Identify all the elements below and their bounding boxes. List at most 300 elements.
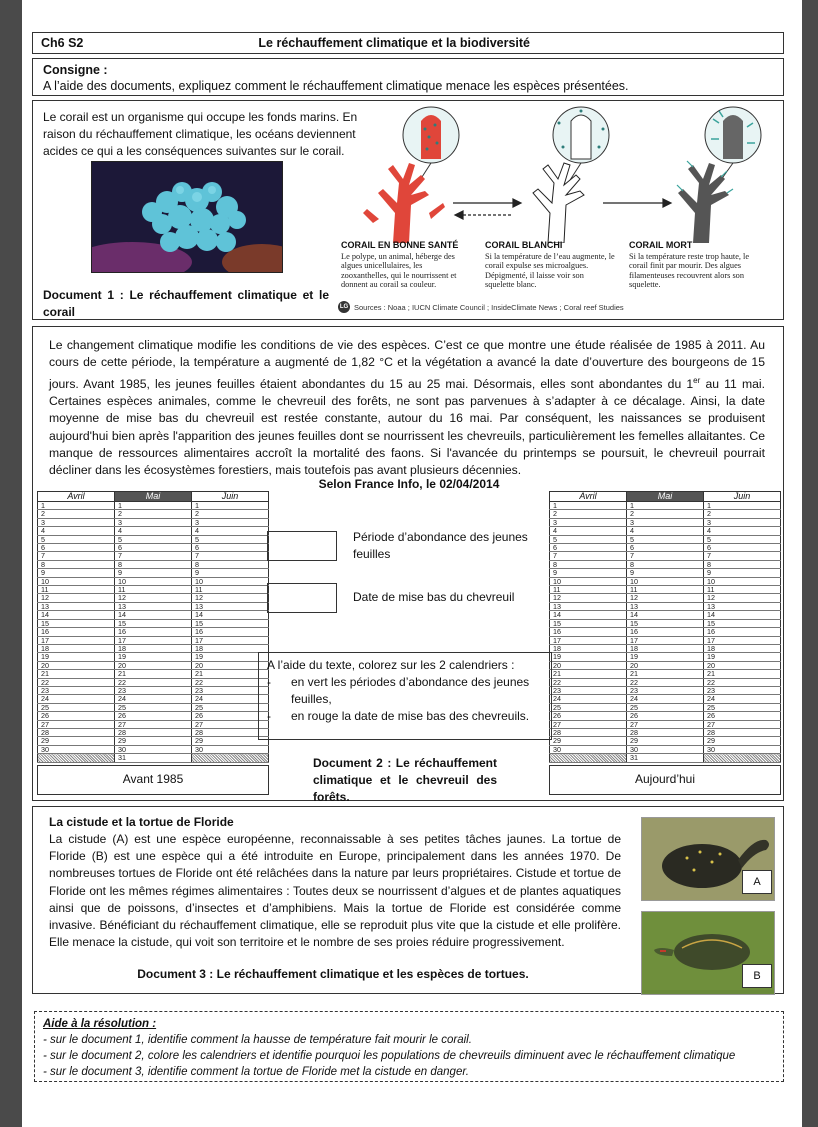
calendar-row[interactable]: [550, 720, 781, 728]
calendar-day-cell[interactable]: 17: [115, 636, 192, 644]
calendar-day-cell[interactable]: 17: [627, 636, 704, 644]
calendar-day-cell[interactable]: 13: [115, 602, 192, 610]
calendar-row[interactable]: [38, 695, 269, 703]
calendar-day-cell[interactable]: 20: [115, 661, 192, 669]
calendar-row[interactable]: [38, 636, 269, 644]
calendar-day-cell[interactable]: 28: [38, 728, 115, 736]
calendar-day-cell[interactable]: 1: [704, 502, 781, 510]
calendar-day-cell[interactable]: 20: [704, 661, 781, 669]
calendar-row[interactable]: [38, 569, 269, 577]
calendar-row[interactable]: [550, 644, 781, 652]
calendar-day-cell[interactable]: 10: [704, 577, 781, 585]
consigne-label: Consigne :: [43, 63, 108, 77]
chapter-label: Ch6 S2: [41, 36, 84, 50]
stage-bleached-name: CORAIL BLANCHI: [485, 240, 563, 250]
calendar-day-cell[interactable]: 26: [627, 712, 704, 720]
calendar-day-cell[interactable]: 15: [115, 619, 192, 627]
calendar-day-cell[interactable]: 2: [627, 510, 704, 518]
calendar-day-cell[interactable]: 9: [38, 569, 115, 577]
calendar-day-cell[interactable]: 20: [192, 661, 269, 669]
calendar-day-cell[interactable]: [192, 754, 269, 762]
calendar-day-cell[interactable]: 7: [627, 552, 704, 560]
calendar-day-cell[interactable]: 8: [550, 560, 627, 568]
instruction-text: en vert les périodes d’abondance des jeunes feuilles,: [291, 675, 530, 706]
calendar-day-cell[interactable]: 16: [115, 628, 192, 636]
calendar-day-cell[interactable]: 8: [115, 560, 192, 568]
calendar-day-cell[interactable]: 2: [550, 510, 627, 518]
calendar-row[interactable]: [550, 510, 781, 518]
calendar-row[interactable]: [550, 628, 781, 636]
calendar-row[interactable]: [550, 670, 781, 678]
calendar-row[interactable]: [38, 619, 269, 627]
calendar-day-cell[interactable]: 16: [192, 628, 269, 636]
calendar-day-cell[interactable]: 5: [704, 535, 781, 543]
calendar-row[interactable]: [550, 661, 781, 669]
month-header: Avril: [38, 492, 115, 502]
calendar-day-cell[interactable]: 23: [704, 686, 781, 694]
calendar-day-cell[interactable]: 21: [627, 670, 704, 678]
doc1-sources-text: Sources : Noaa ; IUCN Climate Council ; InsideClimate News ; Coral reef Studies: [354, 302, 624, 312]
stage-healthy-name: CORAIL EN BONNE SANTÉ: [341, 240, 459, 250]
calendar-row[interactable]: [38, 737, 269, 745]
help-title: Aide à la résolution :: [43, 1018, 157, 1030]
calendar-day-cell[interactable]: 4: [627, 527, 704, 535]
calendar-day-cell[interactable]: 19: [627, 653, 704, 661]
calendar-day-cell[interactable]: 21: [550, 670, 627, 678]
calendar-day-cell[interactable]: 4: [38, 527, 115, 535]
document-1: [32, 100, 784, 320]
help-item: - sur le document 3, identifie comment la tortue de Floride met la cistude en danger.: [43, 1066, 469, 1078]
calendar-day-cell[interactable]: 13: [704, 602, 781, 610]
calendar-row[interactable]: [38, 661, 269, 669]
calendar-day-cell[interactable]: 18: [38, 644, 115, 652]
month-header: Juin: [192, 492, 269, 502]
calendar-row[interactable]: [550, 586, 781, 594]
calendar-row[interactable]: [550, 527, 781, 535]
calendar-day-cell[interactable]: 24: [550, 695, 627, 703]
calendar-day-cell[interactable]: 1: [627, 502, 704, 510]
doc2-source: Selon France Info, le 02/04/2014: [318, 477, 500, 491]
calendar-day-cell[interactable]: 20: [38, 661, 115, 669]
calendar-day-cell[interactable]: 12: [115, 594, 192, 602]
calendar-day-cell[interactable]: 31: [627, 754, 704, 762]
calendar-day-cell[interactable]: 22: [38, 678, 115, 686]
calendar-day-cell[interactable]: 23: [192, 686, 269, 694]
calendar-day-cell[interactable]: 4: [192, 527, 269, 535]
calendar-row[interactable]: [38, 594, 269, 602]
calendar-day-cell[interactable]: 16: [38, 628, 115, 636]
calendar-day-cell[interactable]: 17: [38, 636, 115, 644]
calendar-day-cell[interactable]: 11: [704, 586, 781, 594]
calendar-day-cell[interactable]: 18: [550, 644, 627, 652]
calendar-row[interactable]: [550, 502, 781, 510]
calendar-day-cell[interactable]: 12: [704, 594, 781, 602]
calendar-day-cell[interactable]: 29: [627, 737, 704, 745]
calendar-day-cell[interactable]: 27: [192, 720, 269, 728]
calendar-day-cell[interactable]: 8: [627, 560, 704, 568]
calendar-day-cell[interactable]: 11: [192, 586, 269, 594]
calendar-row[interactable]: [38, 628, 269, 636]
coral-photo-illustration: [92, 162, 283, 273]
calendar-day-cell[interactable]: 29: [192, 737, 269, 745]
calendar-row[interactable]: [38, 678, 269, 686]
calendar-day-cell[interactable]: 21: [704, 670, 781, 678]
calendar-day-cell[interactable]: 4: [550, 527, 627, 535]
calendar-day-cell[interactable]: 24: [38, 695, 115, 703]
month-header: Juin: [704, 492, 781, 502]
calendar-day-cell[interactable]: 25: [550, 703, 627, 711]
calendar-day-cell[interactable]: 30: [115, 745, 192, 753]
calendar-day-cell[interactable]: 16: [627, 628, 704, 636]
calendar-day-cell[interactable]: 10: [115, 577, 192, 585]
calendar-day-cell[interactable]: 11: [627, 586, 704, 594]
calendar-day-cell[interactable]: 9: [627, 569, 704, 577]
calendar-row[interactable]: [550, 535, 781, 543]
stage-healthy-text: Le polype, un animal, héberge des algues unicellulaires, les zooxanthelles, qui le nourrissent et donnent au corail sa couleur.: [341, 251, 457, 289]
calendar-day-cell[interactable]: 10: [627, 577, 704, 585]
calendar-row[interactable]: [38, 653, 269, 661]
calendar-row[interactable]: [550, 569, 781, 577]
calendar-row[interactable]: [550, 577, 781, 585]
calendar-day-cell[interactable]: 6: [704, 544, 781, 552]
calendar-row[interactable]: [38, 518, 269, 526]
calendar-day-cell[interactable]: 14: [192, 611, 269, 619]
calendar-day-cell[interactable]: 13: [627, 602, 704, 610]
calendar-day-cell[interactable]: 7: [550, 552, 627, 560]
calendar-row[interactable]: [38, 510, 269, 518]
calendar-row[interactable]: [550, 653, 781, 661]
calendar-day-cell[interactable]: 14: [550, 611, 627, 619]
calendar-day-cell[interactable]: 3: [550, 518, 627, 526]
calendar-day-cell[interactable]: 2: [192, 510, 269, 518]
calendar-day-cell[interactable]: 1: [38, 502, 115, 510]
calendar-today-table[interactable]: [549, 491, 781, 763]
calendar-row[interactable]: [550, 636, 781, 644]
calendar-day-cell[interactable]: 16: [550, 628, 627, 636]
consigne-text: A l’aide des documents, expliquez comment le réchauffement climatique menace les espèces présentées.: [43, 79, 629, 93]
calendar-row[interactable]: [38, 712, 269, 720]
calendar-day-cell[interactable]: [550, 754, 627, 762]
calendar-day-cell[interactable]: 1: [192, 502, 269, 510]
calendar-day-cell[interactable]: 6: [550, 544, 627, 552]
calendar-day-cell[interactable]: 7: [115, 552, 192, 560]
calendar-day-cell[interactable]: 27: [627, 720, 704, 728]
calendar-day-cell[interactable]: 11: [38, 586, 115, 594]
calendar-row[interactable]: [38, 728, 269, 736]
calendar-day-cell[interactable]: 22: [115, 678, 192, 686]
consigne-box: [32, 58, 784, 96]
calendar-day-cell[interactable]: 10: [38, 577, 115, 585]
calendar-day-cell[interactable]: 12: [38, 594, 115, 602]
calendar-day-cell[interactable]: 6: [192, 544, 269, 552]
calendar-day-cell[interactable]: 21: [115, 670, 192, 678]
help-item: - sur le document 2, colore les calendriers et identifie pourquoi les populations de chevreuils diminuent avec le réchauffement climatique: [43, 1050, 736, 1062]
calendar-day-cell[interactable]: 30: [704, 745, 781, 753]
calendar-day-cell[interactable]: 10: [550, 577, 627, 585]
calendar-row[interactable]: [550, 686, 781, 694]
calendar-day-cell[interactable]: 5: [115, 535, 192, 543]
arrow-healthy-to-bleached: [453, 199, 521, 219]
doc2-paragraph-part-b: au 11 mai. Certaines espèces animales, comme le chevreuil des forêts, ne sont pas parvenues à s’adapter à ce décalage. Ainsi, la date moyenne de mise bas du chevreuil est restée constante, autour du 16 mai. Par conséquent, les naissances se produisent aujourd'hui bien après l'apparition des jeunes feuilles dont se nourrissent les chevreuils, particulièrement les femelles allaitantes. Ce manque de ressources alimentaires accroît la mortalité des faons. Si l'avancée du printemps se poursuit, le chevreuil pourrait décliner dans les écosystèmes forestiers, mais toutefois pas avant plusieurs décennies.: [49, 376, 765, 478]
calendar-day-cell[interactable]: 3: [38, 518, 115, 526]
calendar-day-cell[interactable]: 28: [192, 728, 269, 736]
calendar-day-cell[interactable]: 5: [38, 535, 115, 543]
calendar-day-cell[interactable]: 19: [115, 653, 192, 661]
calendar-row[interactable]: [38, 577, 269, 585]
calendar-day-cell[interactable]: 10: [192, 577, 269, 585]
calendar-day-cell[interactable]: 31: [115, 754, 192, 762]
calendar-day-cell[interactable]: 6: [38, 544, 115, 552]
calendar-day-cell[interactable]: 22: [627, 678, 704, 686]
calendar-day-cell[interactable]: 26: [550, 712, 627, 720]
header-bar: [32, 32, 784, 54]
calendar-row[interactable]: [550, 703, 781, 711]
calendar-row[interactable]: [38, 703, 269, 711]
calendar-day-cell[interactable]: [38, 754, 115, 762]
calendar-day-cell[interactable]: 4: [704, 527, 781, 535]
calendar-row[interactable]: [38, 560, 269, 568]
calendar-row[interactable]: [550, 728, 781, 736]
month-header: Mai: [627, 492, 704, 502]
calendar-row[interactable]: [38, 754, 269, 762]
calendar-day-cell[interactable]: 22: [192, 678, 269, 686]
calendar-day-cell[interactable]: 5: [192, 535, 269, 543]
calendar-day-cell[interactable]: 8: [704, 560, 781, 568]
calendar-row[interactable]: [38, 552, 269, 560]
calendar-day-cell[interactable]: 12: [550, 594, 627, 602]
zoom-circle-healthy: [403, 107, 459, 191]
calendar-day-cell[interactable]: 12: [627, 594, 704, 602]
calendar-day-cell[interactable]: 15: [192, 619, 269, 627]
calendar-row[interactable]: [38, 544, 269, 552]
coral-photo: [91, 161, 283, 273]
calendar-row[interactable]: [38, 686, 269, 694]
stage-healthy: [341, 241, 471, 290]
calendar-day-cell[interactable]: 1: [550, 502, 627, 510]
calendar-day-cell[interactable]: 29: [38, 737, 115, 745]
calendar-day-cell[interactable]: 21: [38, 670, 115, 678]
calendar-day-cell[interactable]: 25: [38, 703, 115, 711]
coral-bleached-shape: [533, 163, 584, 243]
calendar-row[interactable]: [38, 527, 269, 535]
calendar-day-cell[interactable]: 19: [550, 653, 627, 661]
calendar-row[interactable]: [550, 518, 781, 526]
calendar-day-cell[interactable]: 25: [115, 703, 192, 711]
calendar-day-cell[interactable]: 12: [192, 594, 269, 602]
calendar-day-cell[interactable]: 4: [115, 527, 192, 535]
calendar-before-label: Avant 1985: [37, 765, 269, 795]
calendar-day-cell[interactable]: 28: [704, 728, 781, 736]
calendar-day-cell[interactable]: 19: [192, 653, 269, 661]
calendar-day-cell[interactable]: 29: [115, 737, 192, 745]
calendar-row[interactable]: [550, 737, 781, 745]
calendar-day-cell[interactable]: 22: [550, 678, 627, 686]
calendar-day-cell[interactable]: 13: [550, 602, 627, 610]
legend-swatch-leaves[interactable]: [267, 531, 337, 561]
calendar-day-cell[interactable]: 18: [704, 644, 781, 652]
calendar-row[interactable]: [550, 745, 781, 753]
calendar-day-cell[interactable]: 18: [192, 644, 269, 652]
calendar-day-cell[interactable]: 2: [115, 510, 192, 518]
calendar-day-cell[interactable]: 21: [192, 670, 269, 678]
calendar-day-cell[interactable]: 28: [627, 728, 704, 736]
photo-tortue-floride: [641, 911, 775, 995]
calendar-day-cell[interactable]: 30: [38, 745, 115, 753]
calendar-row[interactable]: [38, 745, 269, 753]
calendar-day-cell[interactable]: 15: [550, 619, 627, 627]
calendar-day-cell[interactable]: 19: [38, 653, 115, 661]
calendar-day-cell[interactable]: 3: [115, 518, 192, 526]
coral-healthy-shape: [363, 163, 445, 243]
doc2-paragraph-sup: er: [693, 375, 701, 385]
calendar-row[interactable]: [550, 552, 781, 560]
calendar-day-cell[interactable]: 26: [115, 712, 192, 720]
calendar-day-cell[interactable]: 17: [550, 636, 627, 644]
calendar-day-cell[interactable]: 24: [704, 695, 781, 703]
calendar-day-cell[interactable]: 18: [627, 644, 704, 652]
calendar-day-cell[interactable]: [704, 754, 781, 762]
doc2-paragraph: [49, 337, 765, 479]
calendar-day-cell[interactable]: 23: [627, 686, 704, 694]
calendar-row[interactable]: [550, 611, 781, 619]
calendar-day-cell[interactable]: 25: [192, 703, 269, 711]
calendar-day-cell[interactable]: 13: [38, 602, 115, 610]
calendar-today[interactable]: [549, 491, 781, 795]
calendar-day-cell[interactable]: 9: [550, 569, 627, 577]
calendar-day-cell[interactable]: 11: [115, 586, 192, 594]
calendar-day-cell[interactable]: 1: [115, 502, 192, 510]
calendar-row[interactable]: [38, 602, 269, 610]
calendar-row[interactable]: [550, 712, 781, 720]
calendar-day-cell[interactable]: 17: [704, 636, 781, 644]
calendar-row[interactable]: [550, 594, 781, 602]
calendar-row[interactable]: [550, 619, 781, 627]
calendar-day-cell[interactable]: 20: [550, 661, 627, 669]
calendar-row[interactable]: [38, 644, 269, 652]
calendar-row[interactable]: [38, 502, 269, 510]
calendar-day-cell[interactable]: 7: [38, 552, 115, 560]
calendar-day-cell[interactable]: 15: [627, 619, 704, 627]
calendar-day-cell[interactable]: 14: [38, 611, 115, 619]
doc2-caption: Document 2 : Le réchauffement climatique et le chevreuil des forêts.: [313, 756, 497, 804]
calendar-day-cell[interactable]: 26: [704, 712, 781, 720]
calendar-day-cell[interactable]: 28: [115, 728, 192, 736]
label-a: A: [742, 870, 772, 894]
calendar-before-1985[interactable]: [37, 491, 269, 795]
calendar-row[interactable]: [38, 670, 269, 678]
calendar-row[interactable]: [38, 611, 269, 619]
page-title: Le réchauffement climatique et la biodiversité: [258, 36, 530, 50]
calendar-row[interactable]: [38, 586, 269, 594]
calendar-day-cell[interactable]: 7: [704, 552, 781, 560]
calendar-day-cell[interactable]: 23: [115, 686, 192, 694]
calendar-day-cell[interactable]: 3: [704, 518, 781, 526]
worksheet-page: [22, 0, 802, 1127]
doc3-caption: Document 3 : Le réchauffement climatique et les espèces de tortues.: [137, 967, 529, 981]
coral-stages-diagram: [333, 103, 773, 243]
document-3: [32, 806, 784, 994]
doc1-caption: Document 1 : Le réchauffement climatique et le corail: [43, 288, 329, 319]
calendar-row[interactable]: [550, 544, 781, 552]
calendar-day-cell[interactable]: 19: [704, 653, 781, 661]
calendar-day-cell[interactable]: 7: [192, 552, 269, 560]
calendar-day-cell[interactable]: 23: [38, 686, 115, 694]
calendar-day-cell[interactable]: 3: [627, 518, 704, 526]
calendar-day-cell[interactable]: 11: [550, 586, 627, 594]
calendar-day-cell[interactable]: 26: [38, 712, 115, 720]
calendar-row[interactable]: [550, 602, 781, 610]
calendar-day-cell[interactable]: 14: [704, 611, 781, 619]
calendar-row[interactable]: [550, 560, 781, 568]
calendar-day-cell[interactable]: 9: [704, 569, 781, 577]
calendar-day-cell[interactable]: 16: [704, 628, 781, 636]
calendar-day-cell[interactable]: 18: [115, 644, 192, 652]
calendar-day-cell[interactable]: 14: [627, 611, 704, 619]
doc2-paragraph-part-a: Le changement climatique modifie les conditions de vie des espèces. C’est ce que montre une étude réalisée de 1985 à 2011. Au cours de cette période, la température a augmenté de 1,82 °C et la végétation a avancé la date d’ouverture des bourgeons de 15 jours. Avant 1985, les jeunes feuilles étaient abondantes du 15 au 25 mai. Désormais, elles sont abondantes du 1: [49, 338, 765, 391]
calendar-day-cell[interactable]: 2: [704, 510, 781, 518]
calendar-day-cell[interactable]: 30: [192, 745, 269, 753]
calendar-day-cell[interactable]: 15: [704, 619, 781, 627]
calendar-day-cell[interactable]: 24: [627, 695, 704, 703]
calendar-day-cell[interactable]: 22: [704, 678, 781, 686]
help-item: - sur le document 1, identifie comment la hausse de température fait mourir le corail.: [43, 1034, 472, 1046]
calendar-day-cell[interactable]: 6: [627, 544, 704, 552]
calendar-day-cell[interactable]: 25: [704, 703, 781, 711]
calendar-day-cell[interactable]: 2: [38, 510, 115, 518]
calendar-day-cell[interactable]: 5: [627, 535, 704, 543]
calendar-row[interactable]: [550, 678, 781, 686]
calendar-day-cell[interactable]: 28: [550, 728, 627, 736]
calendar-day-cell[interactable]: 9: [115, 569, 192, 577]
calendar-day-cell[interactable]: 5: [550, 535, 627, 543]
calendar-today-label: Aujourd’hui: [549, 765, 781, 795]
legend-swatch-birth[interactable]: [267, 583, 337, 613]
calendar-day-cell[interactable]: 29: [550, 737, 627, 745]
calendar-day-cell[interactable]: 14: [115, 611, 192, 619]
calendar-day-cell[interactable]: 27: [38, 720, 115, 728]
calendar-day-cell[interactable]: 6: [115, 544, 192, 552]
calendar-row[interactable]: [550, 754, 781, 762]
calendar-day-cell[interactable]: 26: [192, 712, 269, 720]
calendar-day-cell[interactable]: 8: [192, 560, 269, 568]
calendar-row[interactable]: [550, 695, 781, 703]
doc1-intro: Le corail est un organisme qui occupe les fonds marins. En raison du réchauffement climatique, les océans deviennent acides ce qui a les conséquences suivantes sur le corail.: [43, 110, 358, 158]
calendar-before-table[interactable]: [37, 491, 269, 763]
calendar-day-cell[interactable]: 29: [704, 737, 781, 745]
calendar-day-cell[interactable]: 3: [192, 518, 269, 526]
calendar-day-cell[interactable]: 9: [192, 569, 269, 577]
calendar-day-cell[interactable]: 15: [38, 619, 115, 627]
calendar-day-cell[interactable]: 27: [550, 720, 627, 728]
calendar-day-cell[interactable]: 25: [627, 703, 704, 711]
zoom-circle-dead: [705, 107, 761, 191]
calendar-day-cell[interactable]: 23: [550, 686, 627, 694]
calendar-day-cell[interactable]: 17: [192, 636, 269, 644]
arrow-bleached-to-dead: [603, 199, 671, 207]
calendar-day-cell[interactable]: 30: [550, 745, 627, 753]
calendar-day-cell[interactable]: 27: [115, 720, 192, 728]
calendar-row[interactable]: [38, 720, 269, 728]
calendar-day-cell[interactable]: 30: [627, 745, 704, 753]
calendar-day-cell[interactable]: 8: [38, 560, 115, 568]
calendar-day-cell[interactable]: 24: [115, 695, 192, 703]
calendar-day-cell[interactable]: 20: [627, 661, 704, 669]
calendar-day-cell[interactable]: 27: [704, 720, 781, 728]
calendar-day-cell[interactable]: 13: [192, 602, 269, 610]
calendar-row[interactable]: [38, 535, 269, 543]
stage-bleached: [485, 241, 615, 290]
calendar-day-cell[interactable]: 24: [192, 695, 269, 703]
